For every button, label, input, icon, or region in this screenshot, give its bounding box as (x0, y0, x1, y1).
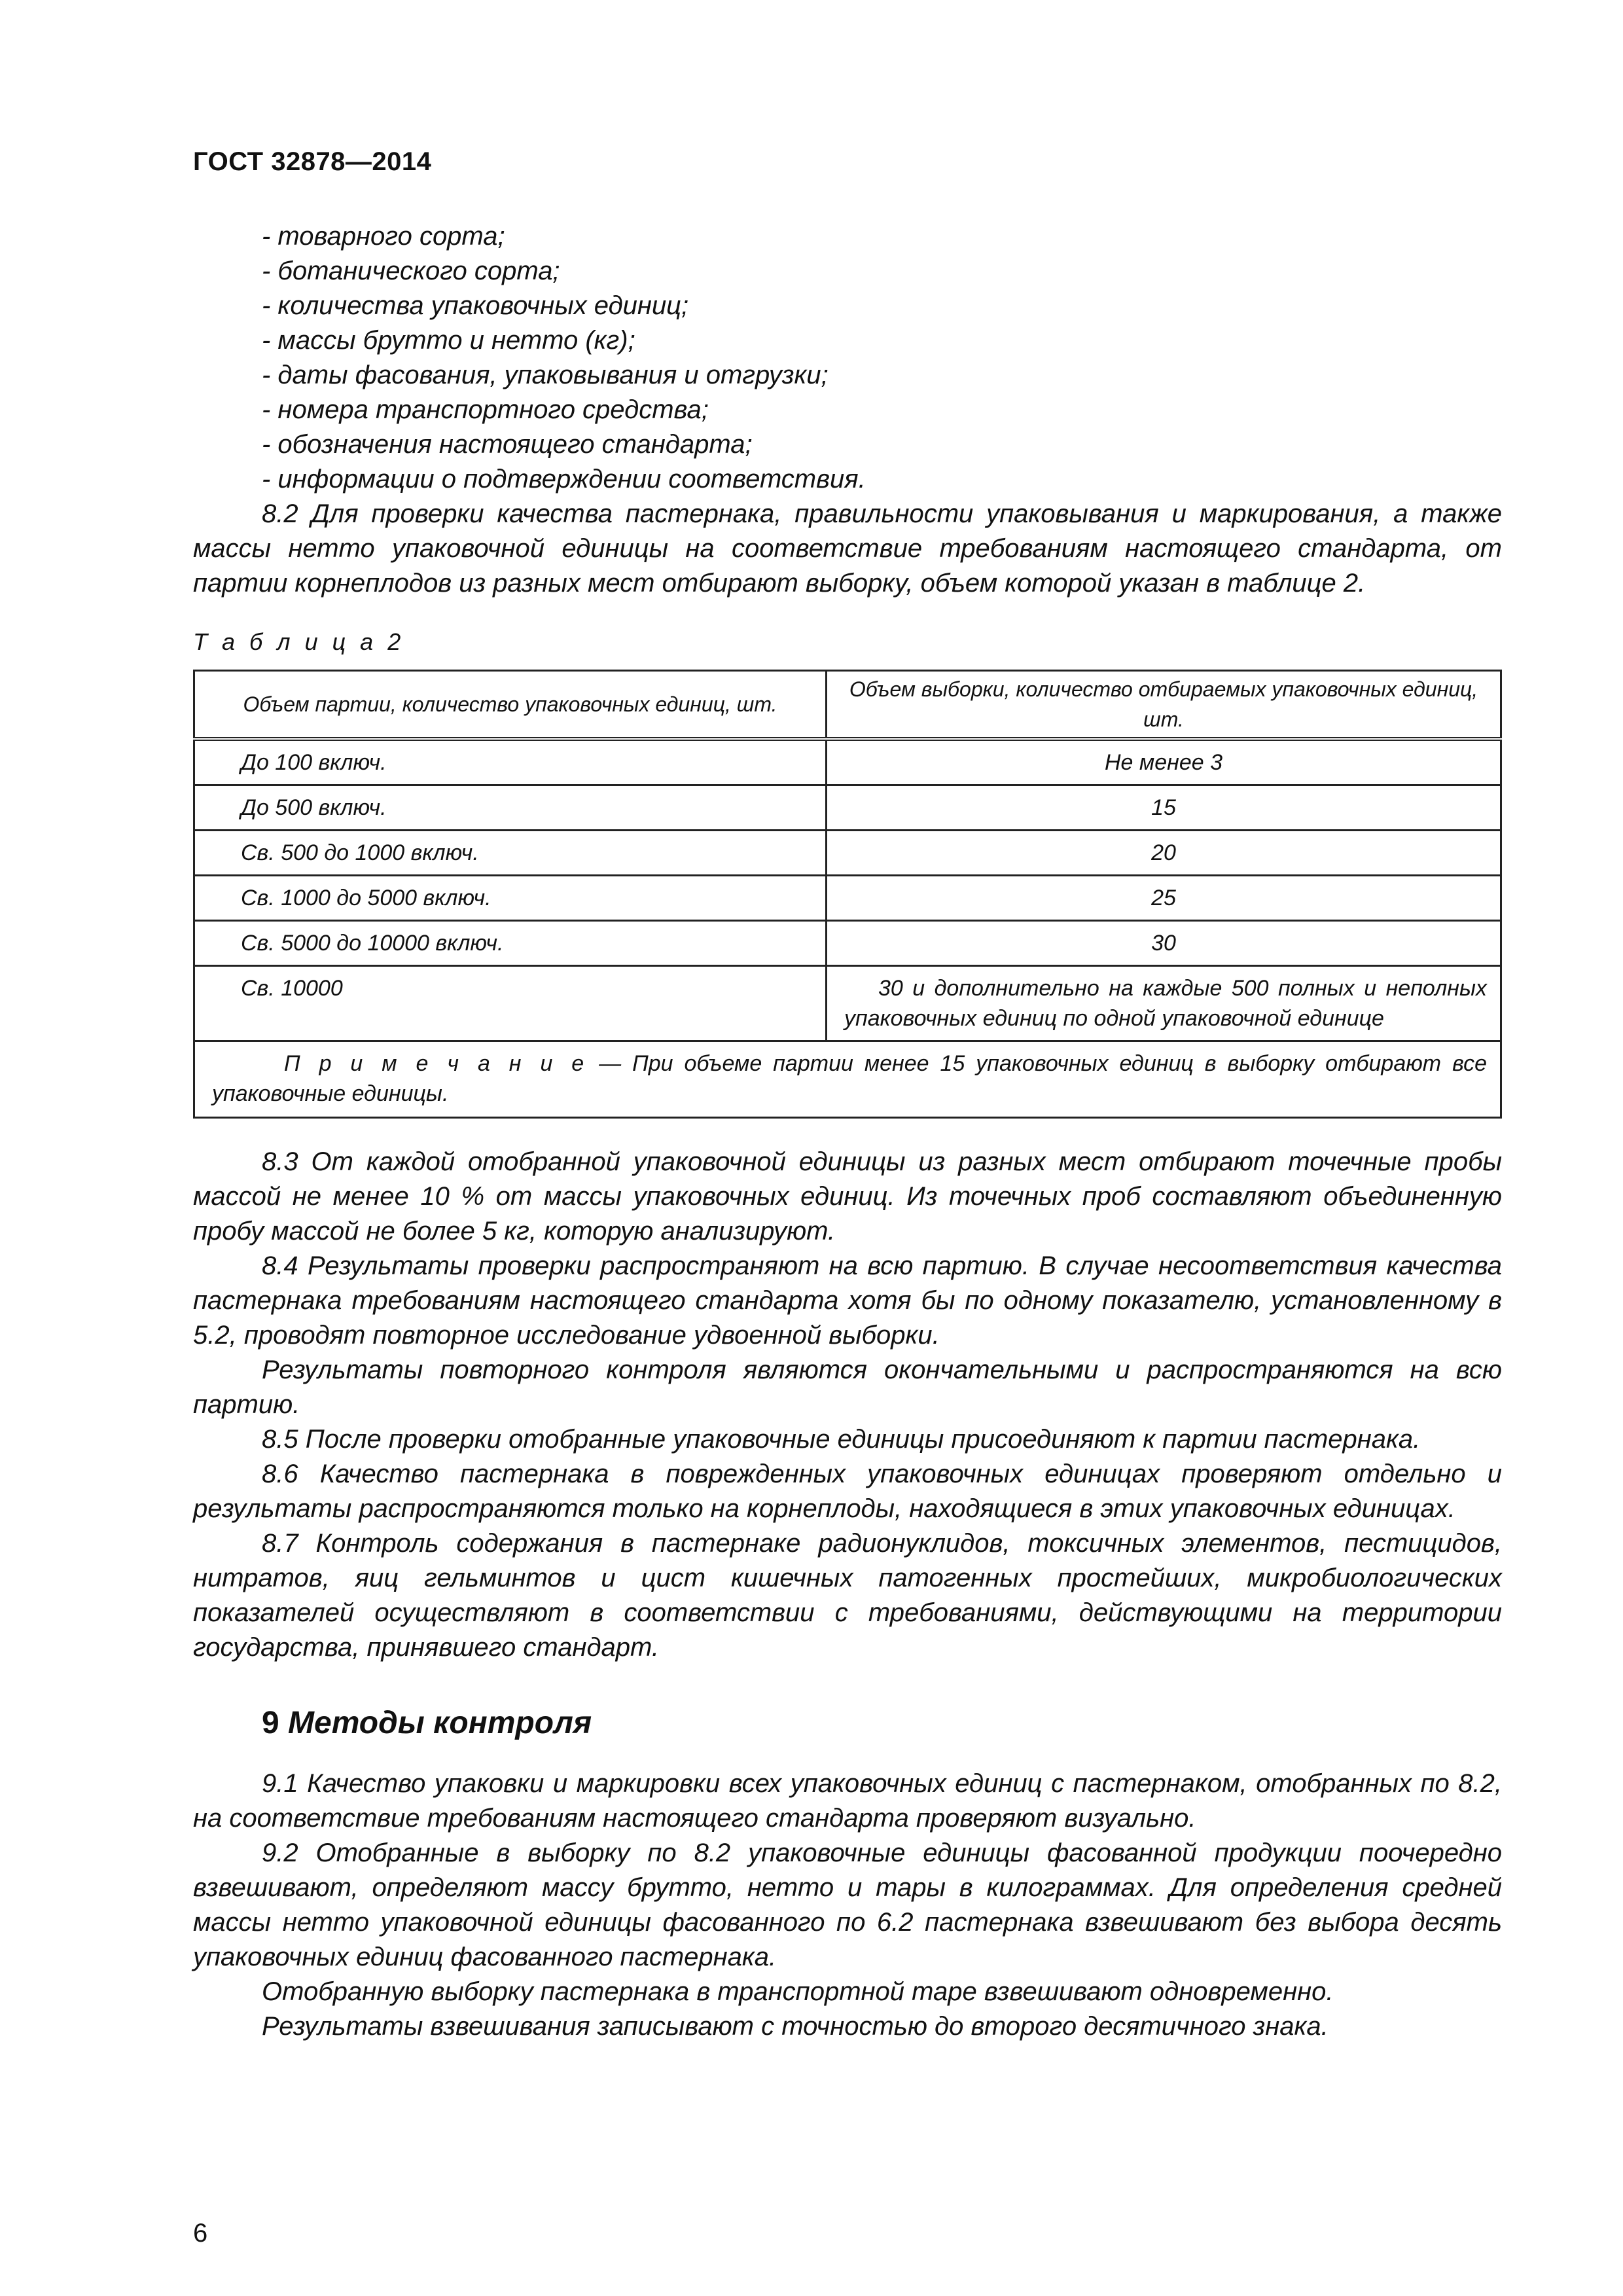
table-cell-sample-size: 20 (827, 831, 1501, 876)
section-heading-9 (262, 1706, 1502, 1740)
paragraph-8-5: 8.5 После проверки отобранные упаковочные единицы присоединяют к партии пастернака. (262, 1425, 1421, 1454)
paragraph-8-6: 8.6 Качество пастернака в поврежденных упаковочных единицах проверяют отдельно и результаты распространяются только на корнеплоды, находящиеся в этих упаковочных единицах. (193, 1460, 1502, 1523)
list-item: - обозначения настоящего стандарта; (262, 430, 753, 459)
list-item: - ботанического сорта; (262, 257, 560, 285)
paragraph-9-2-continued: Отобранную выборку пастернака в транспортной таре взвешивают одновременно. (262, 1977, 1334, 2006)
table-note (194, 1041, 1501, 1118)
list-item: - номера транспортного средства; (262, 395, 709, 424)
section-title-text: Методы контроля (288, 1706, 592, 1740)
document-body (193, 219, 1502, 2044)
paragraph-8-3: 8.3 От каждой отобранной упаковочной единицы из разных мест отбирают точечные пробы массой не менее 10 % от массы упаковочных единиц. Из точечных проб составляют объединенную пробу массой не более 5 кг, которую анализируют. (193, 1147, 1502, 1246)
table-note-row (194, 1041, 1501, 1118)
table-cell-sample-size: 25 (827, 876, 1501, 921)
paragraph-9-2: 9.2 Отобранные в выборку по 8.2 упаковочные единицы фасованной продукции поочередно взвешивают, определяют массу брутто, нетто и тары в килограммах. Для определения средней массы нетто упаковочной единицы фасованного по 6.2 пастернака взвешивают без выбора десять упаковочных единиц фасованного пастернака. (193, 1839, 1502, 1971)
section-number: 9 (262, 1706, 279, 1740)
list-item: - количества упаковочных единиц; (262, 291, 689, 320)
table-row (194, 876, 1501, 921)
document-code-header: ГОСТ 32878—2014 (193, 147, 432, 176)
table-header-lot-size: Объем партии, количество упаковочных единиц, шт. (194, 671, 827, 740)
paragraph-8-4-continued: Результаты повторного контроля являются окончательными и распространяются на всю партию. (193, 1355, 1502, 1419)
table-row (194, 921, 1501, 966)
table-note-label: П р и м е ч а н и е (284, 1051, 588, 1076)
table-row (194, 785, 1501, 831)
table-note-text: — При объеме партии менее 15 упаковочных единиц в выборку отбирают все упаковочные единицы. (212, 1051, 1487, 1106)
page-number: 6 (193, 2219, 208, 2248)
paragraph-8-7: 8.7 Контроль содержания в пастернаке радионуклидов, токсичных элементов, пестицидов, нитратов, яиц гельминтов и цист кишечных патогенных простейших, микробиологических показателей осуществляют в соответствии с требованиями, действующими на территории государства, принявшего стандарт. (193, 1529, 1502, 1662)
table-header-sample-size: Объем выборки, количество отбираемых упаковочных единиц, шт. (827, 671, 1501, 740)
list-item: - массы брутто и нетто (кг); (262, 326, 635, 355)
table-cell-lot-size: До 500 включ. (194, 785, 827, 831)
table-row (194, 831, 1501, 876)
table-cell-sample-size: Не менее 3 (827, 739, 1501, 785)
table-cell-lot-size: Св. 10000 (194, 966, 827, 1041)
paragraph-9-2-final: Результаты взвешивания записывают с точностью до второго десятичного знака. (262, 2012, 1329, 2041)
table-cell-lot-size: До 100 включ. (194, 739, 827, 785)
sample-size-table (193, 670, 1502, 1119)
table-row (194, 739, 1501, 785)
table-caption: Т а б л и ц а 2 (193, 628, 405, 655)
table-cell-lot-size: Св. 500 до 1000 включ. (194, 831, 827, 876)
table-cell-sample-size: 15 (827, 785, 1501, 831)
table-cell-sample-size: 30 (827, 921, 1501, 966)
paragraph-8-4: 8.4 Результаты проверки распространяют на всю партию. В случае несоответствия качества пастернака требованиям настоящего стандарта хотя бы по одному показателю, установленному в 5.2, проводят повторное исследование удвоенной выборки. (193, 1251, 1502, 1350)
list-item: - информации о подтверждении соответствия. (262, 465, 866, 493)
paragraph-9-1: 9.1 Качество упаковки и маркировки всех упаковочных единиц с пастернаком, отобранных по 8.2, на соответствие требованиям настоящего стандарта проверяют визуально. (193, 1769, 1502, 1833)
table-row (194, 966, 1501, 1041)
table-cell-lot-size: Св. 1000 до 5000 включ. (194, 876, 827, 921)
table-cell-lot-size: Св. 5000 до 10000 включ. (194, 921, 827, 966)
table-cell-sample-size: 30 и дополнительно на каждые 500 полных и неполных упаковочных единиц по одной упаковочной единице (827, 966, 1501, 1041)
paragraph-8-2: 8.2 Для проверки качества пастернака, правильности упаковывания и маркирования, а также массы нетто упаковочной единицы на соответствие требованиям настоящего стандарта, от партии корнеплодов из разных мест отбирают выборку, объем которой указан в таблице 2. (193, 499, 1502, 598)
list-item: - даты фасования, упаковывания и отгрузки; (262, 361, 829, 389)
list-item: - товарного сорта; (262, 222, 505, 251)
